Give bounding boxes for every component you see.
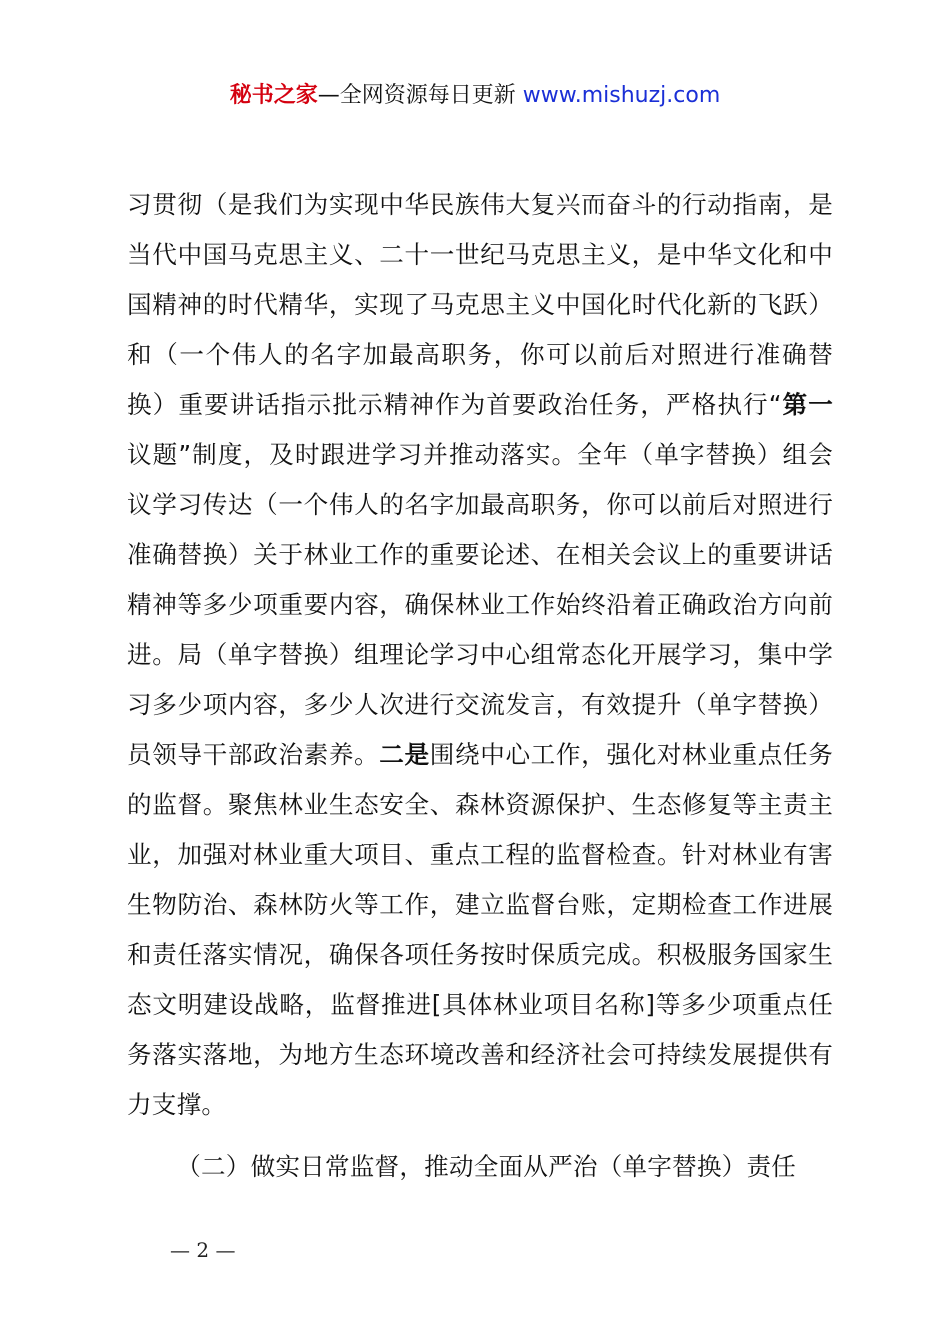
site-header [0,80,950,112]
paragraph-1-text-a: 习贯彻（是我们为实现中华民族伟大复兴而奋斗的行动指南，是当代中国马克思主义、二十一世纪马克思主义，是中华文化和中国精神的时代精华，实现了马克思主义中国化时代化新的飞跃）和（一个伟人的名字加最高职务，你可以前后对照进行准确替换）重要讲话指示批示精神作为首要政治任务，严格执行“ [127,190,833,419]
site-url-link[interactable]: www.mishuzj.com [522,83,721,108]
paragraph-1-text-c: 围绕中心工作，强化对林业重点任务的监督。聚焦林业生态安全、森林资源保护、生态修复等主责主业，加强对林业重大项目、重点工程的监督检查。针对林业有害生物防治、森林防火等工作，建立监督台账，定期检查工作进展和责任落实情况，确保各项任务按时保质完成。积极服务国家生态文明建设战略，监督推进[具体林业项目名称]等多少项重点任务落实落地，为地方生态环境改善和经济社会可持续发展提供有力支撑。 [127,740,833,1119]
site-tagline: —全网资源每日更新 [317,83,523,108]
paragraph-2-heading: （二）做实日常监督，推动全面从严治（单字替换）责任 [176,1152,797,1181]
site-brand: 秘书之家 [229,83,318,108]
emphasis-first: 第一 [781,390,833,419]
paragraph-1-text-b: 议题”制度，及时跟进学习并推动落实。全年（单字替换）组会议学习传达（一个伟人的名字加最高职务，你可以前后对照进行准确替换）关于林业工作的重要论述、在相关会议上的重要讲话精神等多少项重要内容，确保林业工作始终沿着正确政治方向前进。局（单字替换）组理论学习中心组常态化开展学习，集中学习多少项内容，多少人次进行交流发言，有效提升（单字替换）员领导干部政治素养。 [127,440,833,769]
document-body [127,180,833,1192]
emphasis-second: 二是 [379,740,430,769]
page-number: — 2 — [170,1238,236,1262]
paragraph-1 [127,180,833,1130]
